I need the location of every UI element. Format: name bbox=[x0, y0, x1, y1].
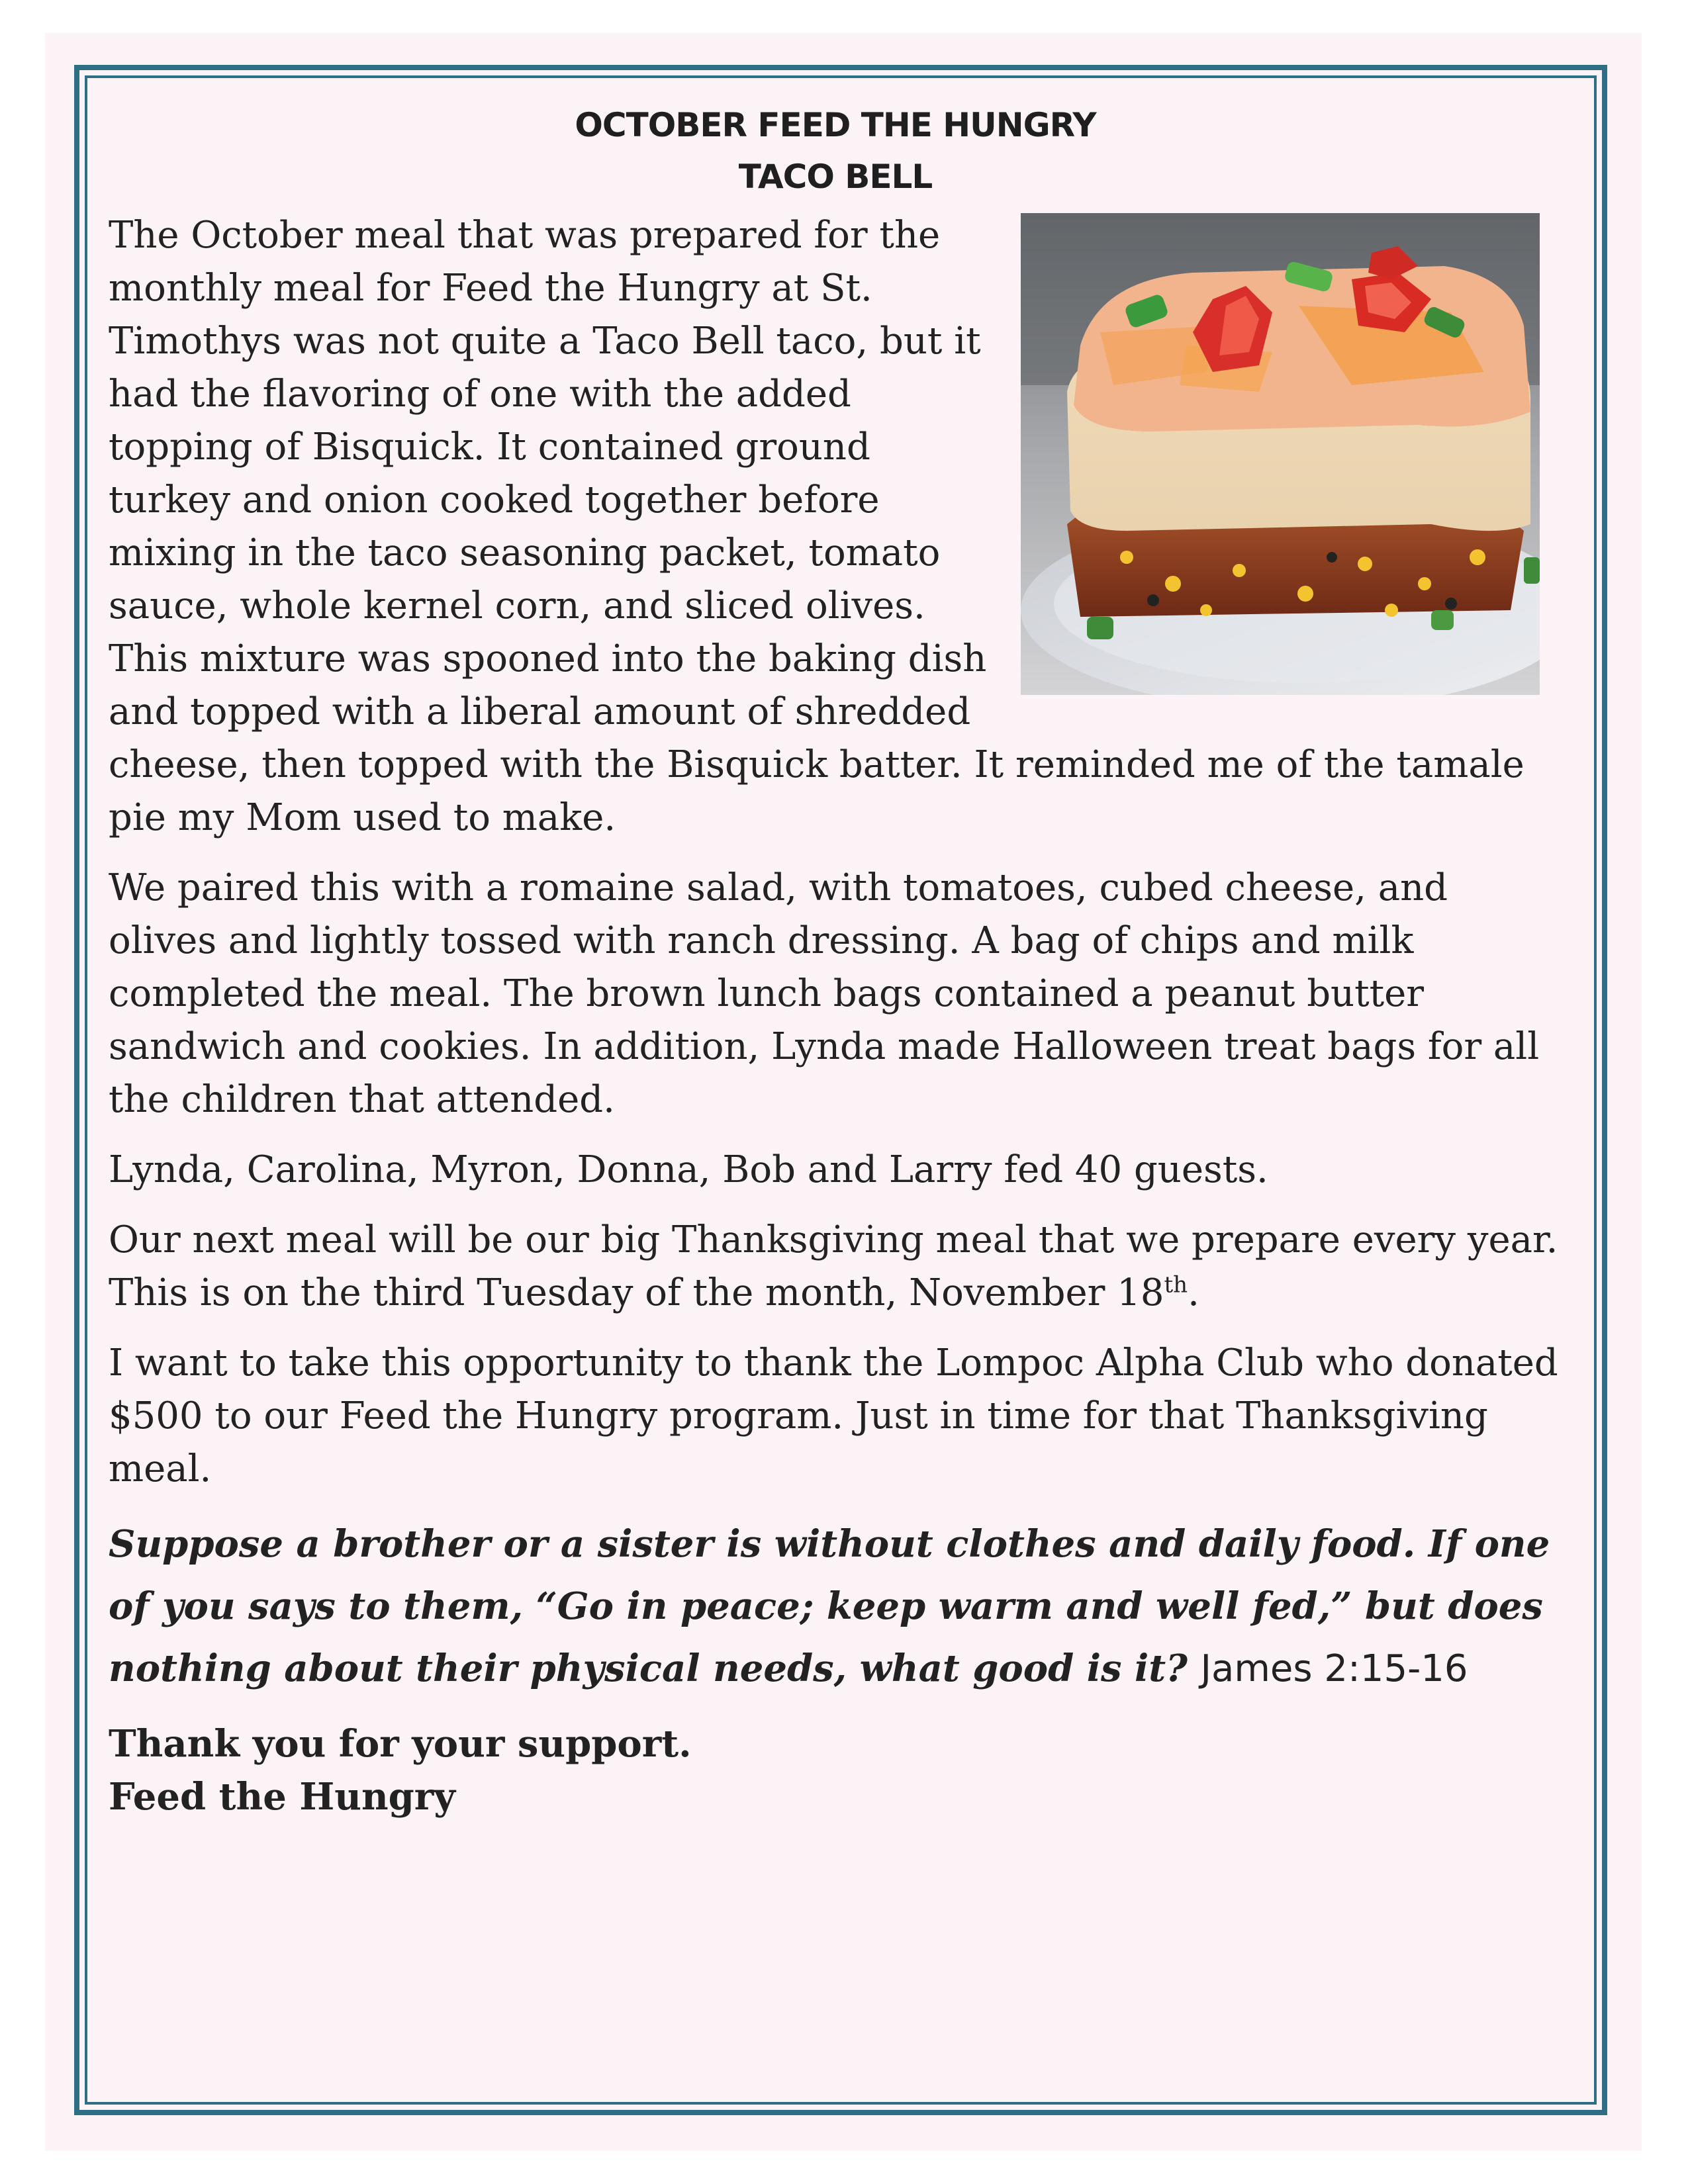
next-meal-period: . bbox=[1188, 1271, 1199, 1314]
article-title bbox=[109, 99, 1562, 203]
paragraph-meal-description: The October meal that was prepared for the monthly meal for Feed the Hungry at St. Timothys was not quite a Taco Bell taco, but it had the flavoring of one with the added topping of Bisquick. It contained ground turkey and onion cooked together before mixing in the taco seasoning packet, tomato sauce, whole kernel corn, and sliced olives. This mixture was spooned into the baking dish and topped with a liberal amount of shredded cheese, then topped with the Bisquick batter. It reminded me of the tamale pie my Mom used to make. bbox=[109, 214, 1524, 839]
next-meal-text: Our next meal will be our big Thanksgiving meal that we prepare every year. This is on the third Tuesday of the month, November 18 bbox=[109, 1218, 1558, 1314]
closing-line-2: Feed the Hungry bbox=[109, 1775, 455, 1819]
closing-line-1: Thank you for your support. bbox=[109, 1722, 692, 1766]
next-meal-ordinal-suffix: th bbox=[1164, 1271, 1188, 1298]
scripture-text: Suppose a brother or a sister is without clothes and daily food. If one of you says to them, “Go in peace; keep warm and well fed,” but does nothing about their physical needs, what good is it? bbox=[109, 1522, 1550, 1690]
paragraph-volunteers: Lynda, Carolina, Myron, Donna, Bob and Larry fed 40 guests. bbox=[109, 1148, 1268, 1191]
taco-casserole-photo bbox=[1021, 213, 1540, 695]
newsletter-article bbox=[109, 99, 1562, 1823]
scripture-reference: James 2:15-16 bbox=[1200, 1647, 1468, 1690]
paragraph-next-meal bbox=[109, 1214, 1562, 1320]
closing-signature bbox=[109, 1717, 1562, 1823]
title-line-2: TACO BELL bbox=[738, 158, 933, 196]
title-line-1: OCTOBER FEED THE HUNGRY bbox=[575, 106, 1096, 144]
paragraph-side-dishes: We paired this with a romaine salad, with tomatoes, cubed cheese, and olives and lightly tossed with ranch dressing. A bag of chips and milk completed the meal. The brown lunch bags contained a peanut butter sandwich and cookies. In addition, Lynda made Halloween treat bags for all the children that attended. bbox=[109, 866, 1540, 1121]
scripture-quote bbox=[109, 1513, 1562, 1700]
paragraph-thanks-donation: I want to take this opportunity to thank the Lompoc Alpha Club who donated $500 to our Feed the Hungry program. Just in time for that Thanksgiving meal. bbox=[109, 1342, 1558, 1490]
